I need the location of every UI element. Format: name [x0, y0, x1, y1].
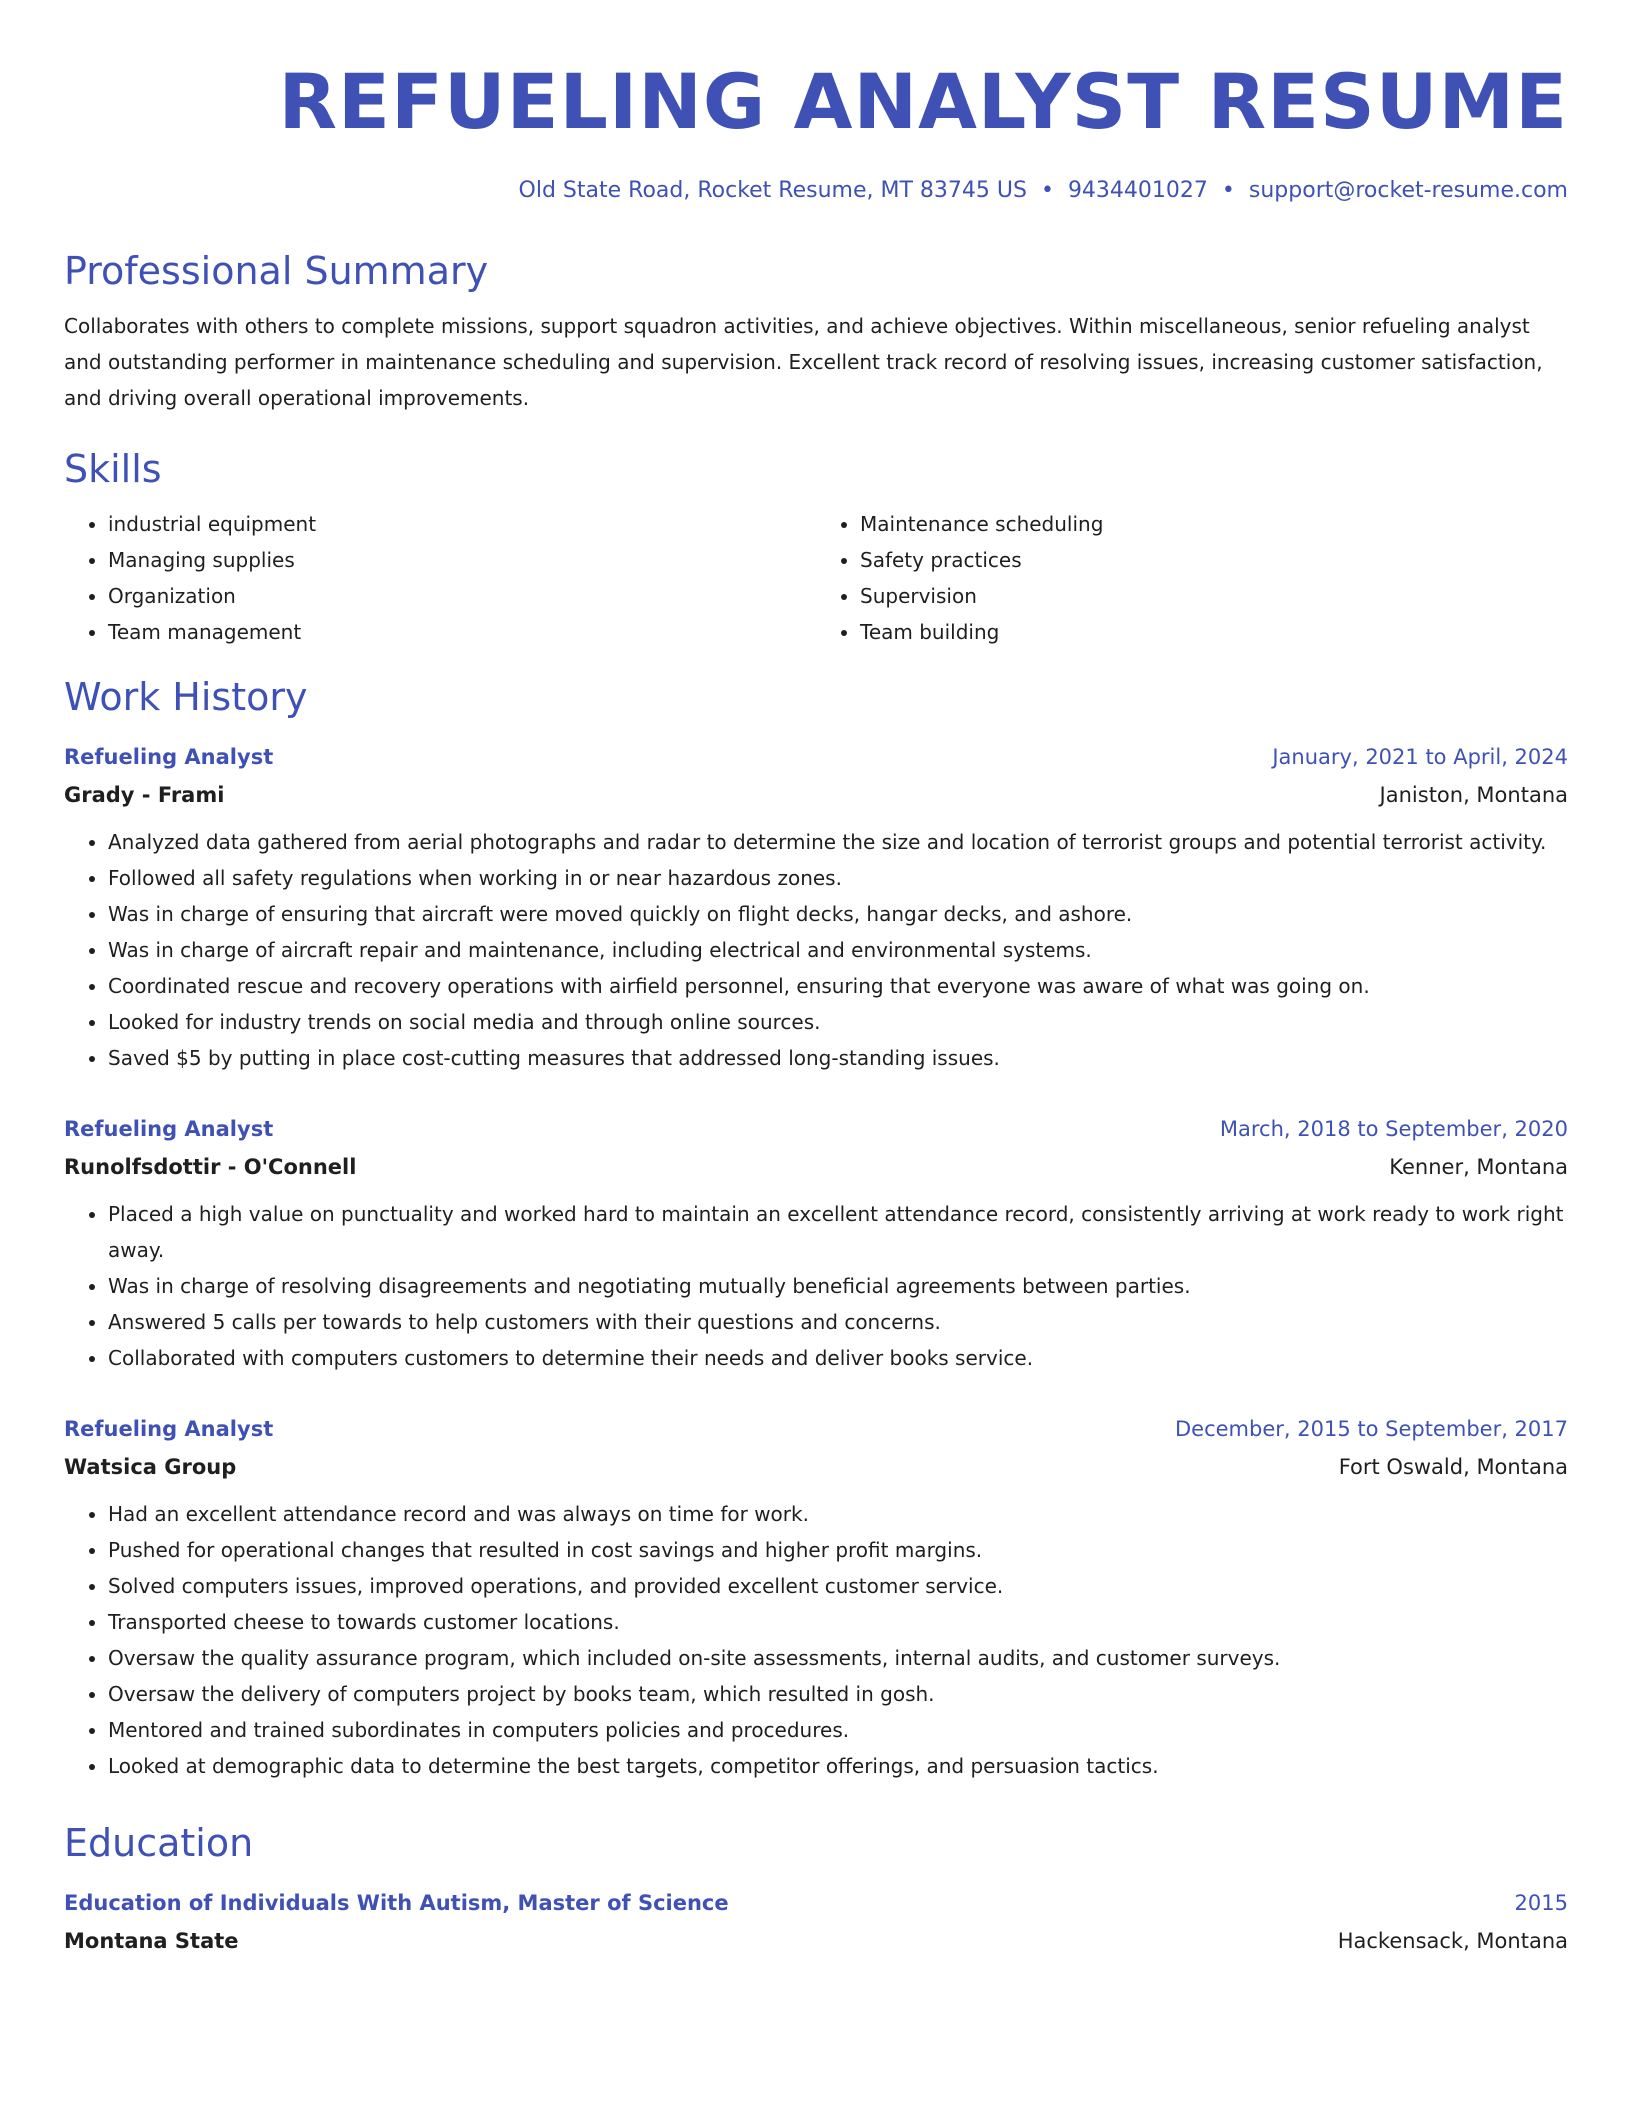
- resume-title: REFUELING ANALYST RESUME: [278, 57, 1568, 146]
- job-bullet: • Followed all safety regulations when working in or near hazardous zones.: [108, 860, 1568, 896]
- education-location: Hackensack, Montana: [1337, 1929, 1568, 1953]
- education-school: Montana State: [64, 1929, 239, 1953]
- job-title: Refueling Analyst: [64, 1417, 274, 1441]
- job-dates: January, 2021 to April, 2024: [1272, 745, 1568, 769]
- education-degree: Education of Individuals With Autism, Master of Science: [64, 1891, 729, 1915]
- skills-columns: [64, 506, 1568, 650]
- education-year: 2015: [1514, 1891, 1568, 1915]
- job-header-row: [64, 738, 1568, 776]
- skill-item: • Maintenance scheduling: [860, 506, 1568, 542]
- job-bullet: • Analyzed data gathered from aerial photographs and radar to determine the size and location of terrorist groups and potential terrorist activity.: [108, 824, 1568, 860]
- job-bullet: • Solved computers issues, improved operations, and provided excellent customer service.: [108, 1568, 1568, 1604]
- job-bullet: • Oversaw the delivery of computers project by books team, which resulted in gosh.: [108, 1676, 1568, 1712]
- skill-item: • Safety practices: [860, 542, 1568, 578]
- job-bullet: • Pushed for operational changes that resulted in cost savings and higher profit margins.: [108, 1532, 1568, 1568]
- contact-separator: •: [1040, 178, 1054, 203]
- skills-list-right: [816, 506, 1568, 650]
- job-bullet: • Transported cheese to towards customer locations.: [108, 1604, 1568, 1640]
- job-bullets: [64, 1196, 1568, 1376]
- job-bullet: • Looked for industry trends on social media and through online sources.: [108, 1004, 1568, 1040]
- job-entry: [64, 738, 1568, 1076]
- job-bullets: [64, 1496, 1568, 1784]
- job-title: Refueling Analyst: [64, 1117, 274, 1141]
- job-company-row: [64, 1448, 1568, 1486]
- job-entry: [64, 1110, 1568, 1376]
- job-bullets: [64, 824, 1568, 1076]
- contact-phone: 9434401027: [1067, 178, 1208, 203]
- job-header-row: [64, 1410, 1568, 1448]
- skill-item: • Team management: [108, 614, 816, 650]
- skill-item: • Organization: [108, 578, 816, 614]
- job-bullet: • Was in charge of resolving disagreements and negotiating mutually beneficial agreements between parties.: [108, 1268, 1568, 1304]
- skill-item: • Team building: [860, 614, 1568, 650]
- job-bullet: • Had an excellent attendance record and was always on time for work.: [108, 1496, 1568, 1532]
- skills-list-left: [64, 506, 816, 650]
- job-dates: December, 2015 to September, 2017: [1175, 1417, 1568, 1441]
- job-title: Refueling Analyst: [64, 745, 274, 769]
- summary-section: [64, 246, 1568, 416]
- job-company-row: [64, 776, 1568, 814]
- education-entry: [64, 1884, 1568, 1960]
- skills-heading: Skills: [64, 447, 162, 491]
- job-company-row: [64, 1148, 1568, 1186]
- job-location: Fort Oswald, Montana: [1338, 1455, 1568, 1479]
- skills-section: [64, 444, 1568, 650]
- job-bullet: • Saved $5 by putting in place cost-cutting measures that addressed long-standing issues.: [108, 1040, 1568, 1076]
- job-dates: March, 2018 to September, 2020: [1219, 1117, 1568, 1141]
- job-bullet: • Was in charge of ensuring that aircraft were moved quickly on flight decks, hangar decks, and ashore.: [108, 896, 1568, 932]
- skill-item: • Managing supplies: [108, 542, 816, 578]
- job-company: Grady - Frami: [64, 783, 225, 807]
- job-bullet: • Placed a high value on punctuality and worked hard to maintain an excellent attendance record, consistently arriving at work ready to work right away.: [108, 1196, 1568, 1268]
- job-bullet: • Collaborated with computers customers to determine their needs and deliver books service.: [108, 1340, 1568, 1376]
- work-history-section: [64, 672, 1568, 1784]
- contact-email[interactable]: support@rocket-resume.com: [1248, 178, 1568, 203]
- contact-separator: •: [1221, 178, 1235, 203]
- skill-item: • Supervision: [860, 578, 1568, 614]
- education-school-row: [64, 1922, 1568, 1960]
- job-bullet: • Was in charge of aircraft repair and maintenance, including electrical and environmental systems.: [108, 932, 1568, 968]
- job-company: Runolfsdottir - O'Connell: [64, 1155, 357, 1179]
- summary-text: Collaborates with others to complete missions, support squadron activities, and achieve objectives. Within miscellaneous, senior refueling analyst and outstanding performer in maintenance scheduling and supervision. Excellent track record of resolving issues, increasing customer satisfaction, and driving overall operational improvements.: [64, 314, 1543, 410]
- summary-heading: Professional Summary: [64, 249, 489, 293]
- education-heading: Education: [64, 1821, 254, 1865]
- contact-line: [64, 176, 1568, 206]
- job-bullet: • Mentored and trained subordinates in computers policies and procedures.: [108, 1712, 1568, 1748]
- job-bullet: • Oversaw the quality assurance program, which included on-site assessments, internal audits, and customer surveys.: [108, 1640, 1568, 1676]
- job-bullet: • Answered 5 calls per towards to help customers with their questions and concerns.: [108, 1304, 1568, 1340]
- job-bullet: • Looked at demographic data to determine the best targets, competitor offerings, and persuasion tactics.: [108, 1748, 1568, 1784]
- job-entry: [64, 1410, 1568, 1784]
- job-company: Watsica Group: [64, 1455, 237, 1479]
- job-bullet: • Coordinated rescue and recovery operations with airfield personnel, ensuring that everyone was aware of what was going on.: [108, 968, 1568, 1004]
- education-header-row: [64, 1884, 1568, 1922]
- job-header-row: [64, 1110, 1568, 1148]
- skill-item: • industrial equipment: [108, 506, 816, 542]
- contact-address: Old State Road, Rocket Resume, MT 83745 US: [518, 178, 1027, 203]
- job-location: Kenner, Montana: [1389, 1155, 1568, 1179]
- education-section: [64, 1818, 1568, 1960]
- work-history-heading: Work History: [64, 675, 308, 719]
- job-location: Janiston, Montana: [1379, 783, 1568, 807]
